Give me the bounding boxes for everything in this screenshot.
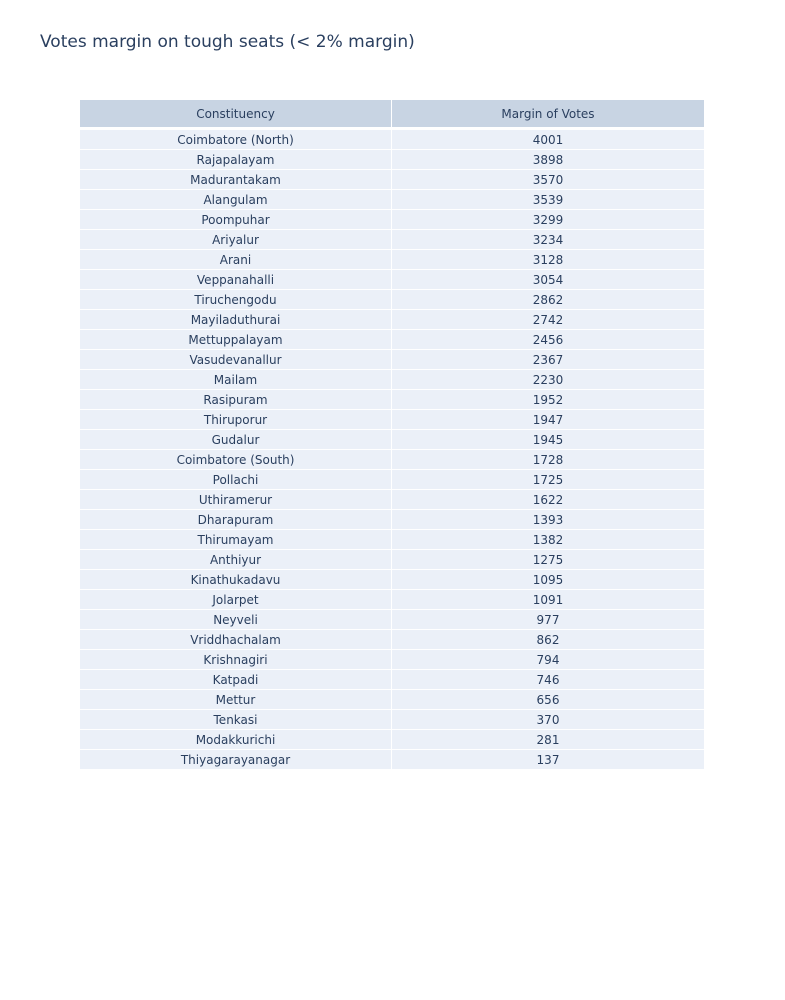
constituency-cell: Coimbatore (South): [80, 450, 392, 469]
table-row: [80, 670, 704, 690]
table-row: [80, 470, 704, 490]
table-row: [80, 170, 704, 190]
constituency-cell: Jolarpet: [80, 590, 392, 609]
margin-of-votes-cell: 3054: [532, 272, 564, 287]
table-row: [80, 390, 704, 410]
constituency-cell: Thirumayam: [80, 530, 392, 549]
table-row: [80, 610, 704, 630]
table-row: [80, 330, 704, 350]
margin-of-votes-cell: 2230: [532, 372, 564, 387]
margin-of-votes-cell: 1728: [532, 452, 564, 467]
constituency-cell: Alangulam: [80, 190, 392, 209]
constituency-cell: Kinathukadavu: [80, 570, 392, 589]
table-row: [80, 510, 704, 530]
table-row: [80, 150, 704, 170]
margin-of-votes-cell: 2862: [532, 292, 564, 307]
margin-of-votes-cell: 2456: [532, 332, 564, 347]
constituency-cell: Rasipuram: [80, 390, 392, 409]
column-header-constituency: Constituency: [80, 100, 392, 127]
constituency-cell: Mailam: [80, 370, 392, 389]
margin-of-votes-cell: 862: [536, 632, 560, 647]
margin-of-votes-cell: 1945: [532, 432, 564, 447]
constituency-cell: Ariyalur: [80, 230, 392, 249]
table-row: [80, 230, 704, 250]
table-row: [80, 570, 704, 590]
table-row: [80, 310, 704, 330]
constituency-cell: Rajapalayam: [80, 150, 392, 169]
constituency-cell: Gudalur: [80, 430, 392, 449]
table-row: [80, 350, 704, 370]
margin-of-votes-cell: 1095: [532, 572, 564, 587]
constituency-cell: Krishnagiri: [80, 650, 392, 669]
constituency-cell: Modakkurichi: [80, 730, 392, 749]
margin-of-votes-cell: 3234: [532, 232, 564, 247]
constituency-cell: Veppanahalli: [80, 270, 392, 289]
table-header-row: [80, 100, 704, 128]
margin-of-votes-cell: 656: [536, 692, 560, 707]
chart-title: Votes margin on tough seats (< 2% margin): [40, 32, 415, 52]
margin-of-votes-cell: 137: [536, 752, 560, 767]
table-row: [80, 190, 704, 210]
table-row: [80, 370, 704, 390]
constituency-cell: Arani: [80, 250, 392, 269]
constituency-cell: Poompuhar: [80, 210, 392, 229]
data-table: [80, 100, 704, 770]
constituency-cell: Coimbatore (North): [80, 130, 392, 149]
margin-of-votes-cell: 370: [536, 712, 560, 727]
constituency-cell: Madurantakam: [80, 170, 392, 189]
table-row: [80, 430, 704, 450]
table-row: [80, 730, 704, 750]
table-row: [80, 530, 704, 550]
constituency-cell: Neyveli: [80, 610, 392, 629]
margin-of-votes-cell: 2367: [532, 352, 564, 367]
table-row: [80, 290, 704, 310]
constituency-cell: Anthiyur: [80, 550, 392, 569]
constituency-cell: Uthiramerur: [80, 490, 392, 509]
margin-of-votes-cell: 3539: [532, 192, 564, 207]
margin-of-votes-cell: 4001: [532, 132, 564, 147]
table-row: [80, 690, 704, 710]
table-row: [80, 410, 704, 430]
table-row: [80, 130, 704, 150]
margin-of-votes-cell: 746: [536, 672, 560, 687]
constituency-cell: Thiyagarayanagar: [80, 750, 392, 769]
table-row: [80, 750, 704, 770]
margin-of-votes-cell: 1952: [532, 392, 564, 407]
table-row: [80, 630, 704, 650]
table-row: [80, 590, 704, 610]
table-row: [80, 490, 704, 510]
constituency-cell: Vriddhachalam: [80, 630, 392, 649]
margin-of-votes-cell: 1947: [532, 412, 564, 427]
margin-of-votes-cell: 977: [536, 612, 560, 627]
table-row: [80, 650, 704, 670]
table-row: [80, 250, 704, 270]
constituency-cell: Tenkasi: [80, 710, 392, 729]
constituency-cell: Mayiladuthurai: [80, 310, 392, 329]
table-row: [80, 710, 704, 730]
margin-of-votes-cell: 3570: [532, 172, 564, 187]
constituency-cell: Mettur: [80, 690, 392, 709]
margin-of-votes-cell: 281: [536, 732, 560, 747]
margin-of-votes-cell: 1622: [532, 492, 564, 507]
margin-of-votes-cell: 2742: [532, 312, 564, 327]
table-row: [80, 550, 704, 570]
margin-of-votes-cell: 1382: [532, 532, 564, 547]
margin-of-votes-cell: 794: [536, 652, 560, 667]
constituency-cell: Tiruchengodu: [80, 290, 392, 309]
margin-of-votes-cell: 1275: [532, 552, 564, 567]
constituency-cell: Katpadi: [80, 670, 392, 689]
table-body: [80, 130, 704, 770]
margin-of-votes-cell: 1393: [532, 512, 564, 527]
table-row: [80, 450, 704, 470]
constituency-cell: Mettuppalayam: [80, 330, 392, 349]
column-header-margin-of-votes: Margin of Votes: [501, 106, 595, 121]
margin-of-votes-cell: 1725: [532, 472, 564, 487]
constituency-cell: Dharapuram: [80, 510, 392, 529]
margin-of-votes-cell: 3128: [532, 252, 564, 267]
constituency-cell: Thiruporur: [80, 410, 392, 429]
table-row: [80, 270, 704, 290]
table-row: [80, 210, 704, 230]
margin-of-votes-cell: 1091: [532, 592, 564, 607]
margin-of-votes-cell: 3898: [532, 152, 564, 167]
margin-of-votes-cell: 3299: [532, 212, 564, 227]
constituency-cell: Vasudevanallur: [80, 350, 392, 369]
constituency-cell: Pollachi: [80, 470, 392, 489]
